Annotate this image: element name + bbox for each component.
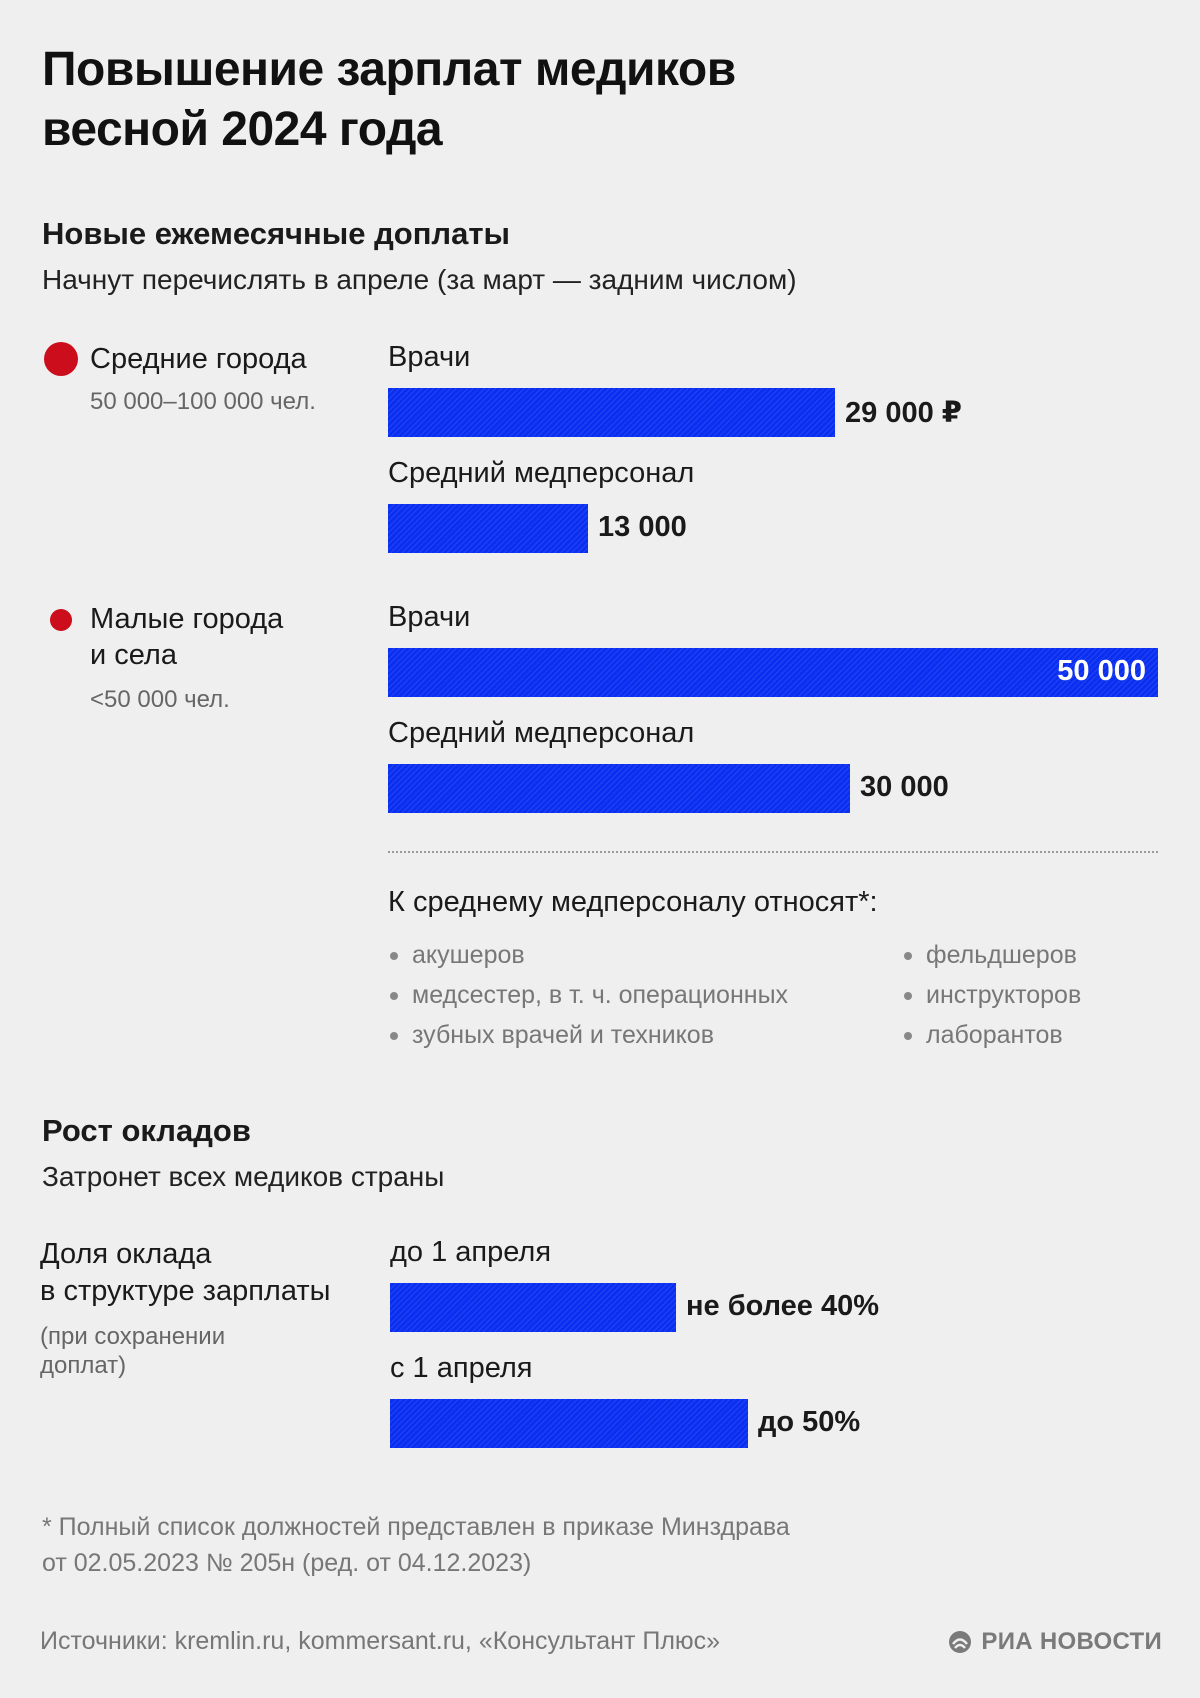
section-heading-salary: Рост окладов xyxy=(42,1113,251,1148)
value-medium-doctors: 29 000 ₽ xyxy=(845,397,962,429)
staff-list-column-1 xyxy=(388,935,788,1055)
sources: Источники: kremlin.ru, kommersant.ru, «Консультант Плюс» xyxy=(40,1627,721,1655)
medium-cities-marker-dot xyxy=(44,342,78,376)
bar-medium-nurses xyxy=(388,504,588,553)
ria-logo-text: РИА НОВОСТИ xyxy=(981,1628,1162,1655)
dotted-divider xyxy=(388,851,1158,853)
bar-label-from-april: с 1 апреля xyxy=(390,1352,533,1384)
list-item: фельдшеров xyxy=(902,935,1081,975)
value-before-april: не более 40% xyxy=(686,1290,880,1322)
value-from-april: до 50% xyxy=(758,1406,861,1438)
footnote-line-2: от 02.05.2023 № 205н (ред. от 04.12.2023) xyxy=(42,1549,532,1577)
small-towns-label-line-2: и села xyxy=(90,639,177,671)
list-item: зубных врачей и техников xyxy=(388,1015,788,1055)
section-heading-allowances: Новые ежемесячные доплаты xyxy=(42,216,511,251)
value-small-doctors: 50 000 xyxy=(1057,655,1146,687)
title-line-2: весной 2024 года xyxy=(42,103,443,156)
salary-share-label-line-1: Доля оклада xyxy=(40,1238,212,1270)
salary-share-label-line-2: в структуре зарплаты xyxy=(40,1275,331,1307)
title-line-1: Повышение зарплат медиков xyxy=(42,43,736,96)
bar-small-doctors xyxy=(388,648,1158,697)
bar-label-medium-nurses: Средний медперсонал xyxy=(388,457,695,489)
footnote-line-1: * Полный список должностей представлен в приказе Минздрава xyxy=(42,1513,790,1541)
salary-share-note-line-2: доплат) xyxy=(40,1352,127,1379)
small-towns-population: <50 000 чел. xyxy=(90,686,230,713)
bar-from-april xyxy=(390,1399,748,1448)
section-subheading-allowances: Начнут перечислять в апреле (за март — задним числом) xyxy=(42,264,797,295)
ria-logo-icon xyxy=(947,1629,973,1655)
bar-small-nurses xyxy=(388,764,850,813)
bar-label-before-april: до 1 апреля xyxy=(390,1236,552,1268)
medium-cities-population: 50 000–100 000 чел. xyxy=(90,388,316,415)
salary-share-note xyxy=(40,1322,225,1380)
ria-novosti-logo xyxy=(947,1628,1162,1656)
list-item: акушеров xyxy=(388,935,788,975)
bar-medium-doctors xyxy=(388,388,835,437)
list-item: инструкторов xyxy=(902,975,1081,1015)
salary-share-label xyxy=(40,1236,330,1310)
staff-list-heading: К среднему медперсоналу относят*: xyxy=(388,886,878,918)
page-title xyxy=(42,40,736,160)
salary-share-note-line-1: (при сохранении xyxy=(40,1323,226,1350)
list-item: лаборантов xyxy=(902,1015,1081,1055)
small-towns-label-line-1: Малые города xyxy=(90,603,284,635)
small-towns-label xyxy=(90,601,283,673)
bar-label-medium-doctors: Врачи xyxy=(388,341,471,373)
value-medium-nurses: 13 000 xyxy=(598,511,687,543)
medium-cities-label: Средние города xyxy=(90,343,307,375)
bar-before-april xyxy=(390,1283,676,1332)
value-small-nurses: 30 000 xyxy=(860,771,949,803)
footnote xyxy=(42,1509,790,1581)
staff-list-column-2 xyxy=(902,935,1081,1055)
section-subheading-salary: Затронет всех медиков страны xyxy=(42,1161,445,1192)
bar-label-small-nurses: Средний медперсонал xyxy=(388,717,695,749)
list-item: медсестер, в т. ч. операционных xyxy=(388,975,788,1015)
small-towns-marker-dot xyxy=(50,609,72,631)
bar-label-small-doctors: Врачи xyxy=(388,601,471,633)
